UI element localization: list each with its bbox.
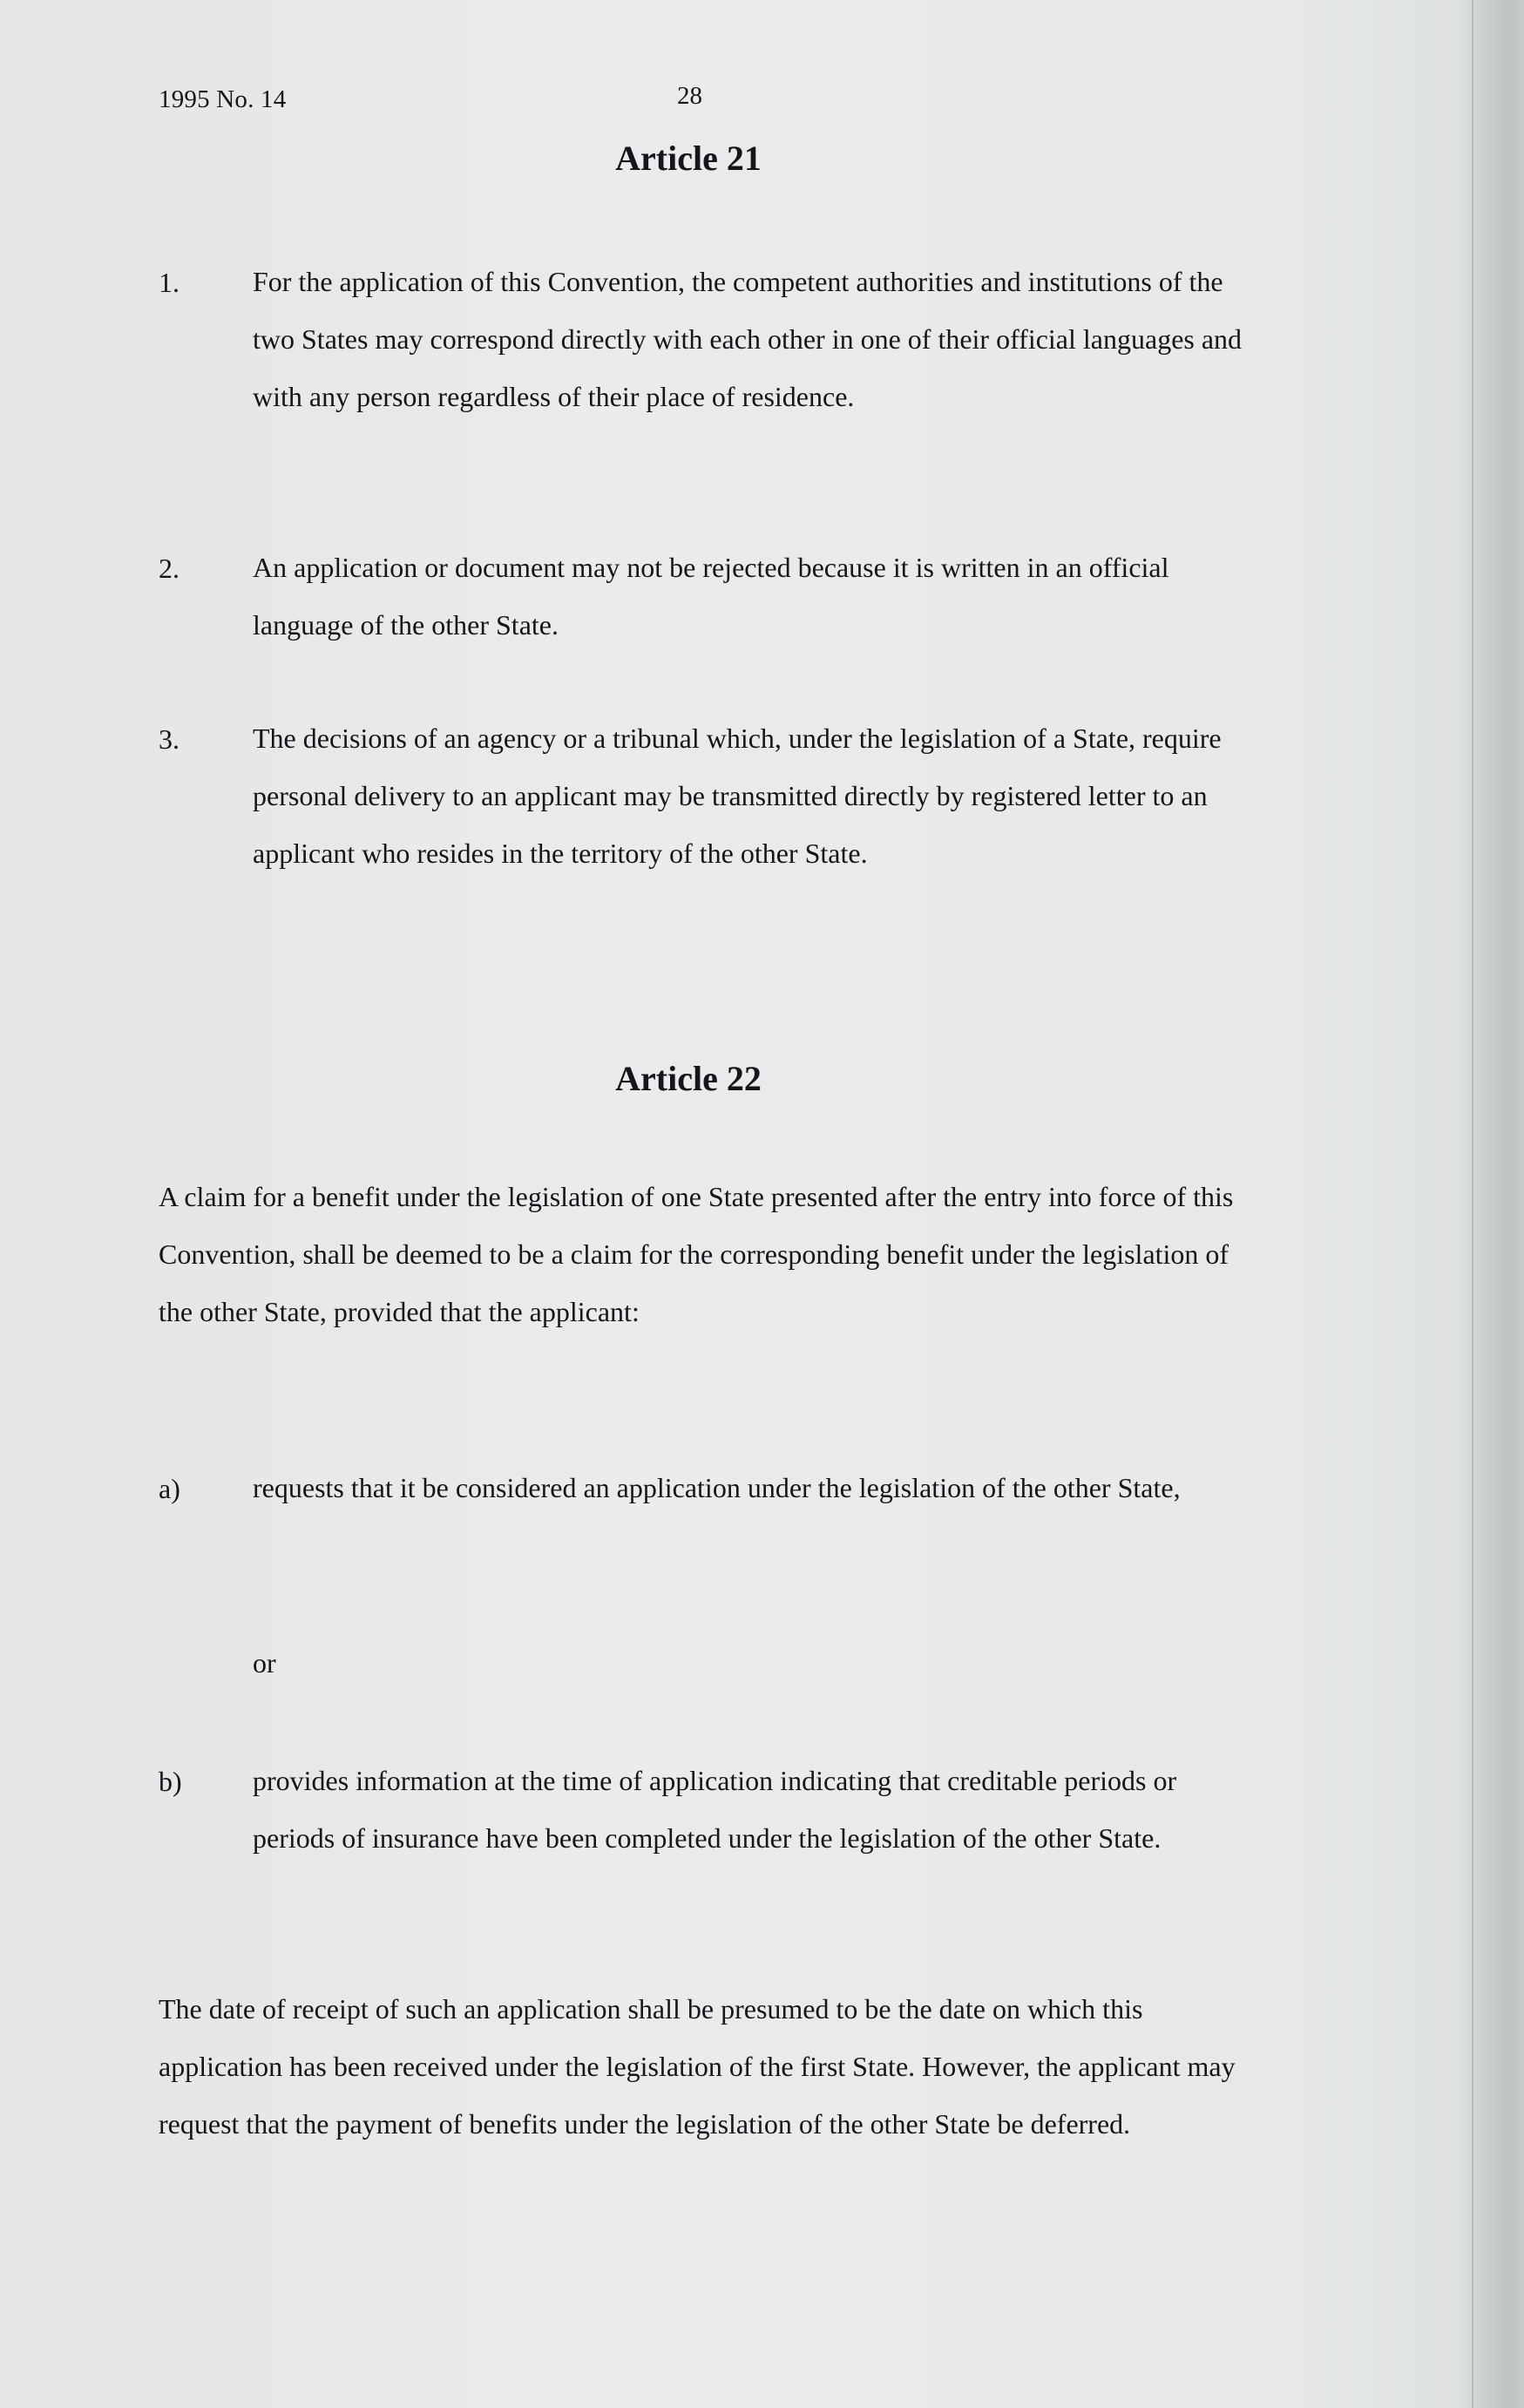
- article-22-connector: or: [253, 1647, 276, 1679]
- article-22-condition-b-text: provides information at the time of application indicating that creditable periods or periods of insurance have been completed under the legislation of the other State.: [253, 1765, 1177, 1854]
- article-21-item-1-number: 1.: [159, 267, 179, 298]
- article-21-item-3-text: The decisions of an agency or a tribunal which, under the legislation of a State, require personal delivery to an applicant may be transmitted directly by registered letter to an applicant who resides in the territory of the other State.: [253, 722, 1222, 869]
- article-22-heading: Article 22: [615, 1059, 762, 1098]
- page-number: 28: [677, 82, 702, 110]
- article-22-condition-b-label: b): [159, 1766, 182, 1797]
- article-22-intro: A claim for a benefit under the legislation of one State presented after the entry into force of this Convention, shall be deemed to be a claim for the corresponding benefit under the legislation of the other State, provided that the applicant:: [159, 1181, 1234, 1327]
- article-21-heading: Article 21: [615, 139, 762, 178]
- running-head: 1995 No. 14: [159, 85, 287, 113]
- article-21-item-2-text: An application or document may not be rejected because it is written in an official language of the other State.: [253, 552, 1169, 641]
- article-22-condition-a-text: requests that it be considered an application under the legislation of the other State,: [253, 1472, 1181, 1503]
- article-21-item-2-number: 2.: [159, 553, 179, 584]
- article-21-item-1-text: For the application of this Convention, the competent authorities and institutions of the two States may correspond directly with each other in one of their official languages and with any person regardless of their place of residence.: [253, 266, 1243, 412]
- book-spine: [1472, 0, 1524, 2408]
- article-21-item-3-number: 3.: [159, 723, 179, 755]
- article-22-condition-a-label: a): [159, 1473, 180, 1504]
- article-22-closing: The date of receipt of such an application shall be presumed to be the date on which this application has been received under the legislation of the first State. However, the applicant may request that the payment of benefits under the legislation of the other State be deferred.: [159, 1993, 1236, 2140]
